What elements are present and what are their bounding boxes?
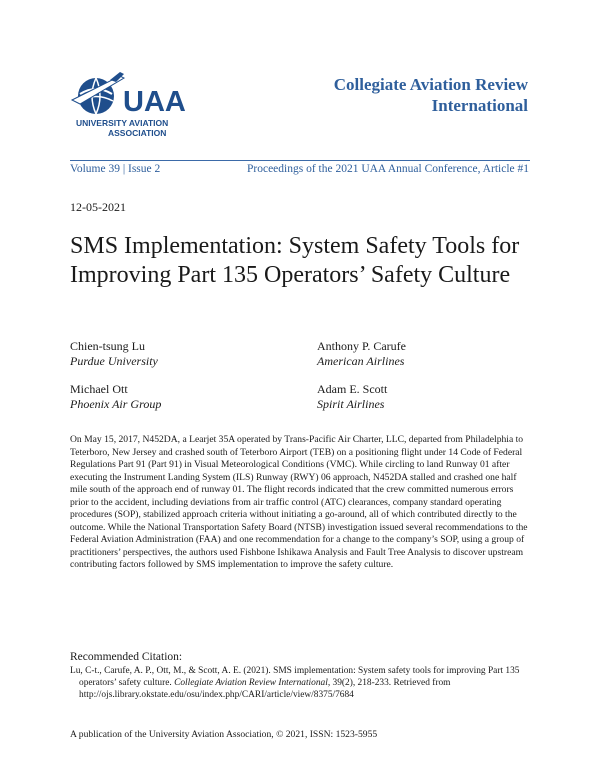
author-block [70,339,158,369]
journal-title [268,74,528,116]
author-name: Adam E. Scott [317,382,388,396]
logo-text-line1: UNIVERSITY AVIATION [76,118,169,128]
abstract: On May 15, 2017, N452DA, a Learjet 35A operated by Trans-Pacific Air Charter, LLC, departed from Philadelphia to Teterboro, New Jersey and crashed south of Teterboro Airport (TEB) on a positioning flight under 14 Code of Federal Regulations Part 91 (Part 91) in Visual Meteorological Conditions (VMC). While circling to land Runway 01 after executing the Instrument Landing System (ILS) Runway (RWY) 06 approach, N452DA stalled and crashed one half mile south of the approach end of runway 01. The flight records indicated that the crew committed numerous errors prior to the accident, including deviations from air traffic control (ATC) clearances, company standard operating procedures (SOP), stabilized approach criteria without initiating a go-around, all of which contributed directly to the outcome. While the National Transportation Safety Board (NTSB) investigation issued several recommendations to the Federal Aviation Administration (FAA) and one recommendation for a change to the company’s SOP, using a group of practitioners’ perspectives, the authors used Fishbone Ishikawa Analysis and Fault Tree Analysis to discover upstream contributing factors followed by SMS implementation to improve the safety culture. [70,434,528,570]
uaa-logo [70,70,220,138]
citation-journal: Collegiate Aviation Review International, [174,678,331,688]
author-affiliation: Purdue University [70,354,158,368]
author-name: Michael Ott [70,382,128,396]
article-title: SMS Implementation: System Safety Tools for Improving Part 135 Operators’ Safety Culture [70,233,520,288]
author-name: Chien-tsung Lu [70,339,145,353]
proceedings-info: Proceedings of the 2021 UAA Annual Conference, Article #1 [246,163,529,175]
journal-title-line2: International [431,96,528,115]
author-block [317,339,406,369]
author-block [70,382,161,412]
logo-text-line2: ASSOCIATION [108,128,167,138]
author-affiliation: American Airlines [317,354,405,368]
logo-acronym: UAA [123,86,186,118]
citation-heading: Recommended Citation: [70,651,183,663]
journal-title-line1: Collegiate Aviation Review [333,75,528,94]
author-affiliation: Phoenix Air Group [70,397,162,411]
footer-publication-note: A publication of the University Aviation Association, © 2021, ISSN: 1523-5955 [70,729,378,740]
author-name: Anthony P. Carufe [317,339,406,353]
globe-airplane-icon [70,70,126,118]
header-rule [70,160,530,161]
author-affiliation: Spirit Airlines [317,397,385,411]
citation-part2: 39(2), 218-233. Retrieved from http://ojs.library.okstate.edu/osu/index.php/CARI/article/view/8375/7684 [79,678,451,700]
citation-text [70,665,531,701]
volume-issue: Volume 39 | Issue 2 [70,163,161,175]
publication-date: 12-05-2021 [70,200,126,214]
author-block [317,382,387,412]
citation-part1: Lu, C-t., Carufe, A. P., Ott, M., & Scott, A. E. (2021). SMS implementation: System safety tools for improving Part 135 operators’ safety culture. [70,666,520,688]
